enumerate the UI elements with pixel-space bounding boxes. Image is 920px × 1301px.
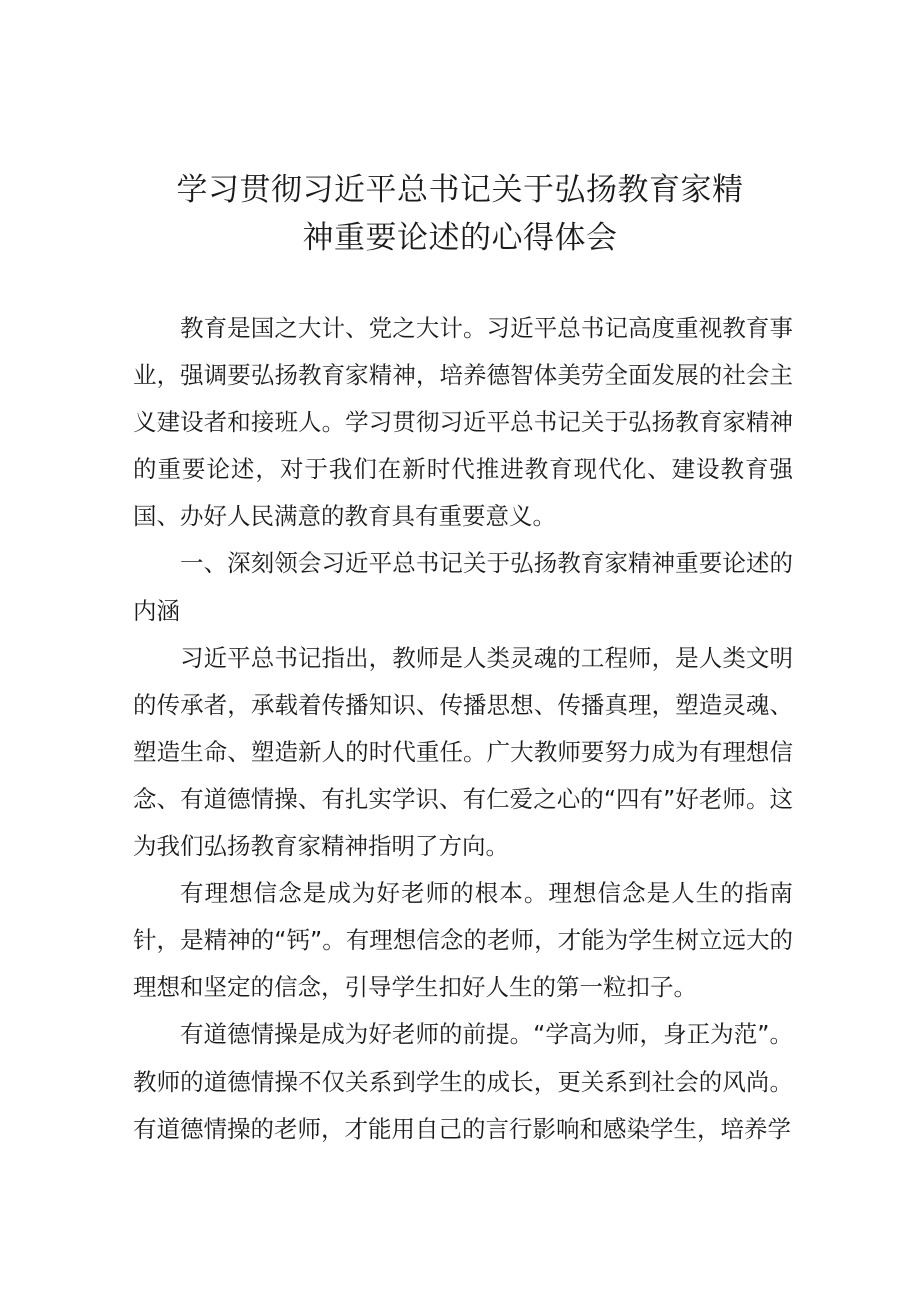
title-line-1: 学习贯彻习近平总书记关于弘扬教育家精 [176,172,744,208]
document-title [130,166,790,262]
paragraph-morality: 有道德情操是成为好老师的前提。“学高为师，身正为范”。教师的道德情操不仅关系到学生的成长，更关系到社会的风尚。有道德情操的老师，才能用自己的言行影响和感染学生，培养学 [133,1020,793,1143]
paragraph-intro: 教育是国之大计、党之大计。习近平总书记高度重视教育事业，强调要弘扬教育家精神，培养德智体美劳全面发展的社会主义建设者和接班人。学习贯彻习近平总书记关于弘扬教育家精神的重要论述，对于我们在新时代推进教育现代化、建设教育强国、办好人民满意的教育具有重要意义。 [133,314,793,531]
section-heading-1: 一、深刻领会习近平总书记关于弘扬教育家精神重要论述的内涵 [133,549,793,625]
paragraph-ideals: 有理想信念是成为好老师的根本。理想信念是人生的指南针，是精神的“钙”。有理想信念的老师，才能为学生树立远大的理想和坚定的信念，引导学生扣好人生的第一粒扣子。 [133,879,793,1002]
document-body [133,305,793,1153]
title-line-2: 神重要论述的心得体会 [302,220,618,256]
paragraph-four-haves: 习近平总书记指出，教师是人类灵魂的工程师，是人类文明的传承者，承载着传播知识、传播思想、传播真理，塑造灵魂、塑造生命、塑造新人的时代重任。广大教师要努力成为有理想信念、有道德情操、有扎实学识、有仁爱之心的“四有”好老师。这为我们弘扬教育家精神指明了方向。 [133,643,793,861]
